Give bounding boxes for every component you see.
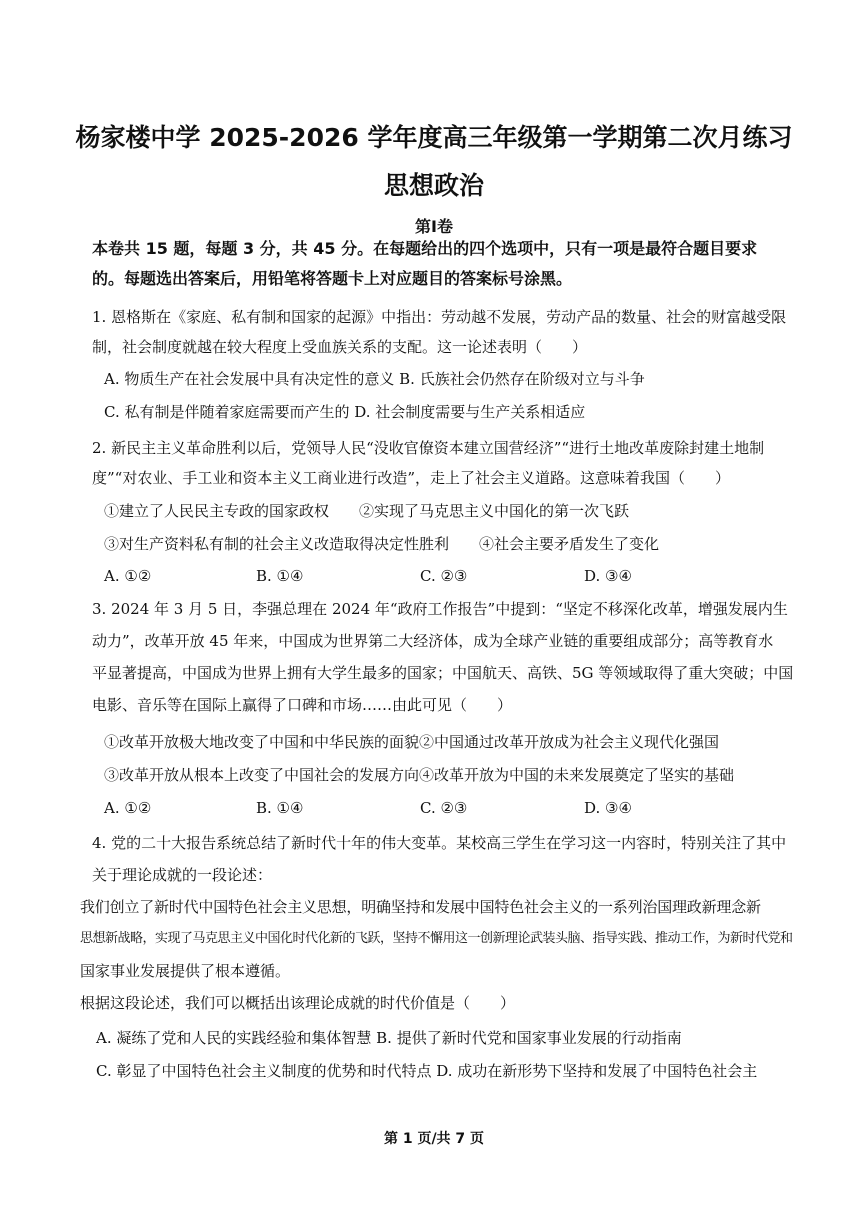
q3-choice-d: D. ③④ — [584, 799, 632, 817]
exam-title: 杨家楼中学 2025-2026 学年度高三年级第一学期第二次月练习 — [75, 123, 793, 152]
q2-choice-c: C. ②③ — [420, 567, 468, 585]
q2-choice-d: D. ③④ — [584, 567, 632, 585]
q1-stem-line-1: 1. 恩格斯在《家庭、私有制和国家的起源》中指出：劳动越不发展，劳动产品的数量、社会的财富越受限 — [92, 308, 787, 326]
q1-option-line-cd: C. 私有制是伴随着家庭需要而产生的 D. 社会制度需要与生产关系相适应 — [104, 403, 586, 421]
q3-stem-line-1: 3. 2024 年 3 月 5 日，李强总理在 2024 年“政府工作报告”中提到：“坚定不移深化改革，增强发展内生 — [92, 600, 788, 618]
q2-choice-a: A. ①② — [104, 567, 152, 585]
q4-stem-line-2: 关于理论成就的一段论述： — [92, 866, 273, 884]
q1-stem-line-2: 制，社会制度就越在较大程度上受血族关系的支配。这一论述表明（ ） — [92, 338, 588, 356]
q4-stem-line-1: 4. 党的二十大报告系统总结了新时代十年的伟大变革。某校高三学生在学习这一内容时，特别关注了其中 — [92, 834, 787, 852]
q2-items-line-2: ③对生产资料私有制的社会主义改造取得决定性胜利 ④社会主要矛盾发生了变化 — [104, 535, 660, 553]
instructions-line-1: 本卷共 15 题，每题 3 分，共 45 分。在每题给出的四个选项中，只有一项是最符合题目要求 — [92, 239, 758, 258]
q2-stem-line-2: 度”“对农业、手工业和资本主义工商业进行改造”，走上了社会主义道路。这意味着我国（ ） — [92, 469, 731, 487]
q3-items-line-1: ①改革开放极大地改变了中国和中华民族的面貌②中国通过改革开放成为社会主义现代化强国 — [104, 733, 720, 751]
q4-question: 根据这段论述，我们可以概括出该理论成就的时代价值是（ ） — [80, 994, 516, 1012]
q3-stem-line-4: 电影、音乐等在国际上赢得了口碑和市场……由此可见（ ） — [92, 696, 513, 714]
page-footer: 第 1 页/共 7 页 — [383, 1131, 485, 1147]
volume-label: 第Ⅰ卷 — [415, 217, 453, 236]
q3-items-line-2: ③改革开放从根本上改变了中国社会的发展方向④改革开放为中国的未来发展奠定了坚实的基础 — [104, 766, 735, 784]
q3-stem-line-3: 平显著提高，中国成为世界上拥有大学生最多的国家；中国航天、高铁、5G 等领域取得了重大突破；中国 — [92, 664, 794, 682]
q4-option-line-cd: C. 彰显了中国特色社会主义制度的优势和时代特点 D. 成功在新形势下坚持和发展了中国特色社会主 — [96, 1062, 758, 1080]
q4-option-line-ab: A. 凝练了党和人民的实践经验和集体智慧 B. 提供了新时代党和国家事业发展的行动指南 — [96, 1029, 682, 1047]
q4-quote-line-1: 我们创立了新时代中国特色社会主义思想，明确坚持和发展中国特色社会主义的一系列治国理政新理念新 — [80, 898, 761, 916]
q2-items-line-1: ①建立了人民民主专政的国家政权 ②实现了马克思主义中国化的第一次飞跃 — [104, 502, 630, 520]
subject-title: 思想政治 — [383, 171, 484, 200]
instructions-line-2: 的。每题选出答案后，用铅笔将答题卡上对应题目的答案标号涂黑。 — [92, 269, 573, 288]
q3-choice-c: C. ②③ — [420, 799, 468, 817]
q3-choice-b: B. ①④ — [256, 799, 304, 817]
q1-option-line-ab: A. 物质生产在社会发展中具有决定性的意义 B. 氏族社会仍然存在阶级对立与斗争 — [104, 370, 645, 388]
q4-quote-line-3: 国家事业发展提供了根本遵循。 — [80, 962, 291, 980]
q3-stem-line-2: 动力”，改革开放 45 年来，中国成为世界第二大经济体，成为全球产业链的重要组成部分；高等教育水 — [92, 632, 774, 650]
q2-stem-line-1: 2. 新民主主义革命胜利以后，党领导人民“没收官僚资本建立国营经济”“进行土地改革废除封建土地制 — [92, 439, 765, 457]
q2-choice-b: B. ①④ — [256, 567, 304, 585]
q4-quote-line-2: 思想新战略，实现了马克思主义中国化时代化新的飞跃，坚持不懈用这一创新理论武装头脑、指导实践、推动工作，为新时代党和 — [80, 931, 793, 946]
q3-choice-a: A. ①② — [104, 799, 152, 817]
